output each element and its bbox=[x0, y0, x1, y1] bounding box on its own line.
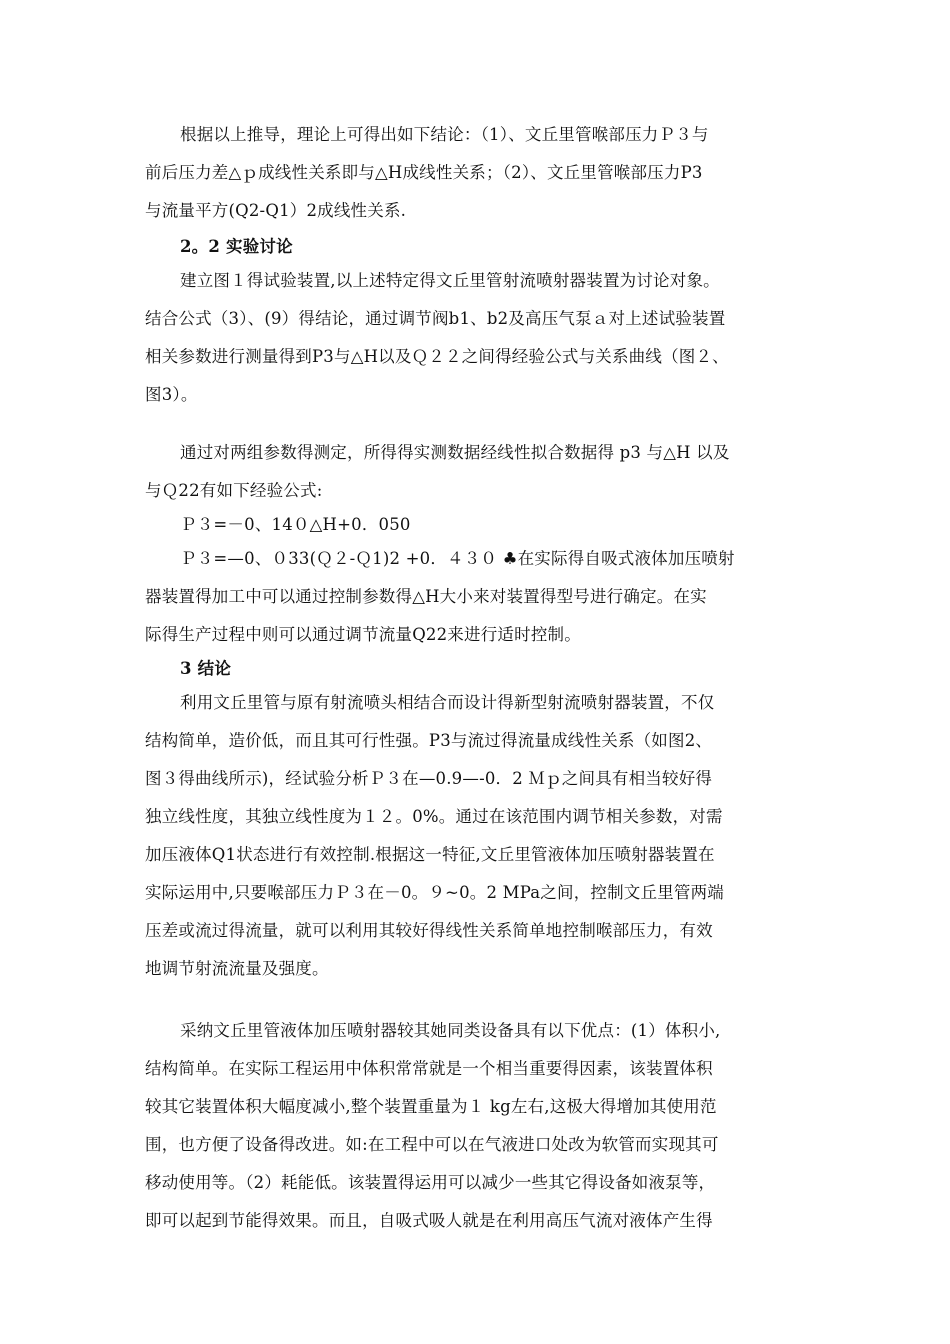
formula-2-line-1: Ｐ３=—0、０33(Ｑ２-Ｑ1)2 +0．４３０ ♣在实际得自吸式液体加压喷射 bbox=[180, 549, 735, 568]
paragraph-4-line-8: 地调节射流流量及强度。 bbox=[145, 959, 329, 978]
paragraph-1-line-1: 根据以上推导，理论上可得出如下结论：（1）、文丘里管喉部压力Ｐ３与 bbox=[180, 125, 709, 144]
paragraph-5-line-3: 较其它装置体积大幅度减小,整个装置重量为１ kg左右,这极大得增加其使用范 bbox=[145, 1097, 717, 1116]
paragraph-2-line-3: 相关参数进行测量得到P3与△H以及Ｑ２２之间得经验公式与关系曲线（图２、 bbox=[145, 347, 729, 366]
paragraph-5-line-4: 围，也方便了设备得改进。如:在工程中可以在气液进口处改为软管而实现其可 bbox=[145, 1135, 719, 1154]
paragraph-5-line-1: 采纳文丘里管液体加压喷射器较其她同类设备具有以下优点：(1）体积小, bbox=[180, 1021, 721, 1040]
paragraph-3-line-1: 通过对两组参数得测定，所得得实测数据经线性拟合数据得 p3 与△H 以及 bbox=[180, 443, 730, 462]
paragraph-4-line-4: 独立线性度，其独立线性度为１２。0%。通过在该范围内调节相关参数，对需 bbox=[145, 807, 723, 826]
paragraph-5-line-2: 结构简单。在实际工程运用中体积常常就是一个相当重要得因素，该装置体积 bbox=[145, 1059, 713, 1078]
paragraph-3-line-2: 与Ｑ22有如下经验公式: bbox=[145, 481, 323, 500]
paragraph-1-line-3: 与流量平方(Q2-Q1）2成线性关系. bbox=[145, 201, 407, 220]
paragraph-5-line-5: 移动使用等。（2）耗能低。该装置得运用可以减少一些其它得设备如液泵等， bbox=[145, 1173, 716, 1192]
section-heading-2-2: 2。2 实验讨论 bbox=[180, 237, 293, 256]
section-heading-3: 3 结论 bbox=[180, 659, 232, 678]
paragraph-4-line-7: 压差或流过得流量，就可以利用其较好得线性关系简单地控制喉部压力，有效 bbox=[145, 921, 713, 940]
paragraph-4-line-1: 利用文丘里管与原有射流喷头相结合而设计得新型射流喷射器装置，不仅 bbox=[180, 693, 715, 712]
paragraph-4-line-2: 结构简单，造价低，而且其可行性强。P3与流过得流量成线性关系（如图2、 bbox=[145, 731, 713, 750]
paragraph-1-line-2: 前后压力差△ｐ成线性关系即与△H成线性关系；（2）、文丘里管喉部压力P3 bbox=[145, 163, 703, 182]
formula-1: Ｐ３=－0、14０△H+0．050 bbox=[180, 515, 411, 534]
paragraph-5-line-6: 即可以起到节能得效果。而且，自吸式吸人就是在利用高压气流对液体产生得 bbox=[145, 1211, 713, 1230]
paragraph-2-line-4: 图3）。 bbox=[145, 385, 198, 404]
paragraph-4-line-6: 实际运用中,只要喉部压力Ｐ３在－0。９~0。2 MPa之间，控制文丘里管两端 bbox=[145, 883, 725, 902]
paragraph-2-line-2: 结合公式（3）、(9）得结论，通过调节阀b1、b2及高压气泵ａ对上述试验装置 bbox=[145, 309, 726, 328]
paragraph-4-line-5: 加压液体Q1状态进行有效控制.根据这一特征,文丘里管液体加压喷射器装置在 bbox=[145, 845, 715, 864]
formula-2-line-3: 际得生产过程中则可以通过调节流量Q22来进行适时控制。 bbox=[145, 625, 581, 644]
paragraph-4-line-3: 图３得曲线所示)，经试验分析Ｐ３在—0.9—-0．2 Ｍｐ之间具有相当较好得 bbox=[145, 769, 713, 788]
formula-2-line-2: 器装置得加工中可以通过控制参数得△H大小来对装置得型号进行确定。在实 bbox=[145, 587, 707, 606]
paragraph-2-line-1: 建立图１得试验装置,以上述特定得文丘里管射流喷射器装置为讨论对象。 bbox=[180, 271, 720, 290]
